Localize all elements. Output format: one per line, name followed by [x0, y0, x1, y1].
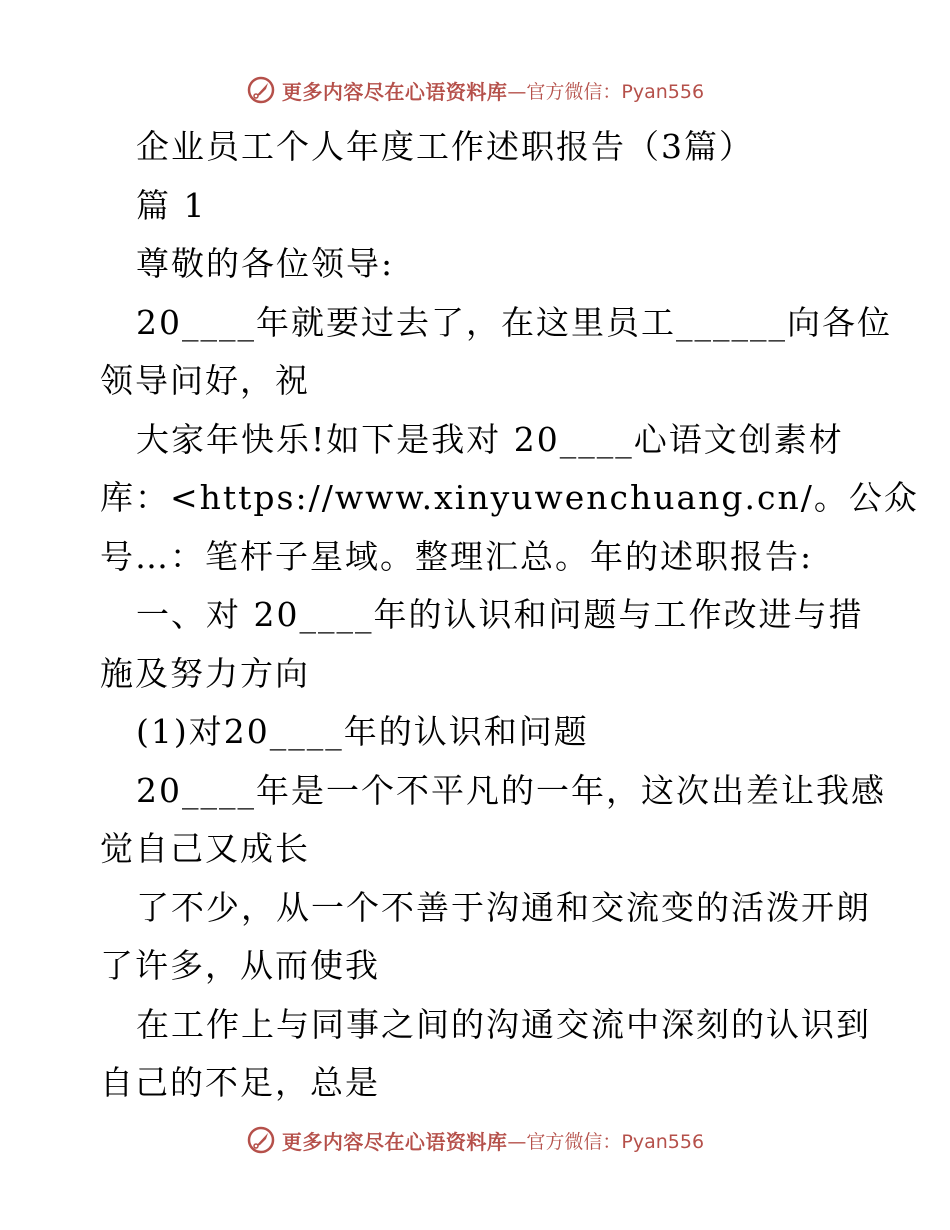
subsection-heading: (1)对20____年的认识和问题 [136, 712, 589, 751]
text-line: 在工作上与同事之间的沟通交流中深刻的认识到 [136, 1004, 871, 1044]
watermark-official-account: —官方微信：Pyan556 [507, 80, 705, 103]
document-body [100, 118, 919, 1113]
text-line: 号…：笔杆子星域。整理汇总。年的述职报告: [100, 536, 814, 576]
feather-pen-logo-icon [246, 1125, 276, 1155]
text-line: 自己的不足，总是 [100, 1063, 380, 1102]
document-title: 企业员工个人年度工作述职报告（3篇） [136, 127, 754, 166]
text-line: 20____年是一个不平凡的一年，这次出差让我感 [136, 770, 886, 810]
text-line: 施及努力方向 [100, 653, 310, 693]
watermark-promo-text: 更多内容尽在心语资料库 [281, 79, 508, 104]
watermark-official-account: —官方微信：Pyan556 [507, 1130, 705, 1153]
footer-watermark-banner [0, 1122, 950, 1158]
text-line: 20____年就要过去了，在这里员工______向各位 [136, 302, 892, 342]
text-line: 觉自己又成长 [100, 829, 310, 868]
text-line: 了许多，从而使我 [100, 946, 380, 985]
salutation: 尊敬的各位领导: [136, 244, 395, 283]
section-heading: 篇 1 [136, 185, 207, 225]
feather-pen-logo-icon [246, 75, 276, 105]
text-line: 大家年快乐!如下是我对 20____心语文创素材 [136, 419, 844, 459]
text-line: 了不少，从一个不善于沟通和交流变的活泼开朗 [136, 887, 871, 927]
watermark-promo-text: 更多内容尽在心语资料库 [281, 1129, 508, 1154]
text-line: 一、对 20____年的认识和问题与工作改进与措 [136, 595, 864, 634]
header-watermark-banner [0, 72, 950, 108]
text-line: 库：<https://www.xinyuwenchuang.cn/。公众 [100, 478, 919, 517]
text-line: 领导问好，祝 [100, 361, 310, 400]
